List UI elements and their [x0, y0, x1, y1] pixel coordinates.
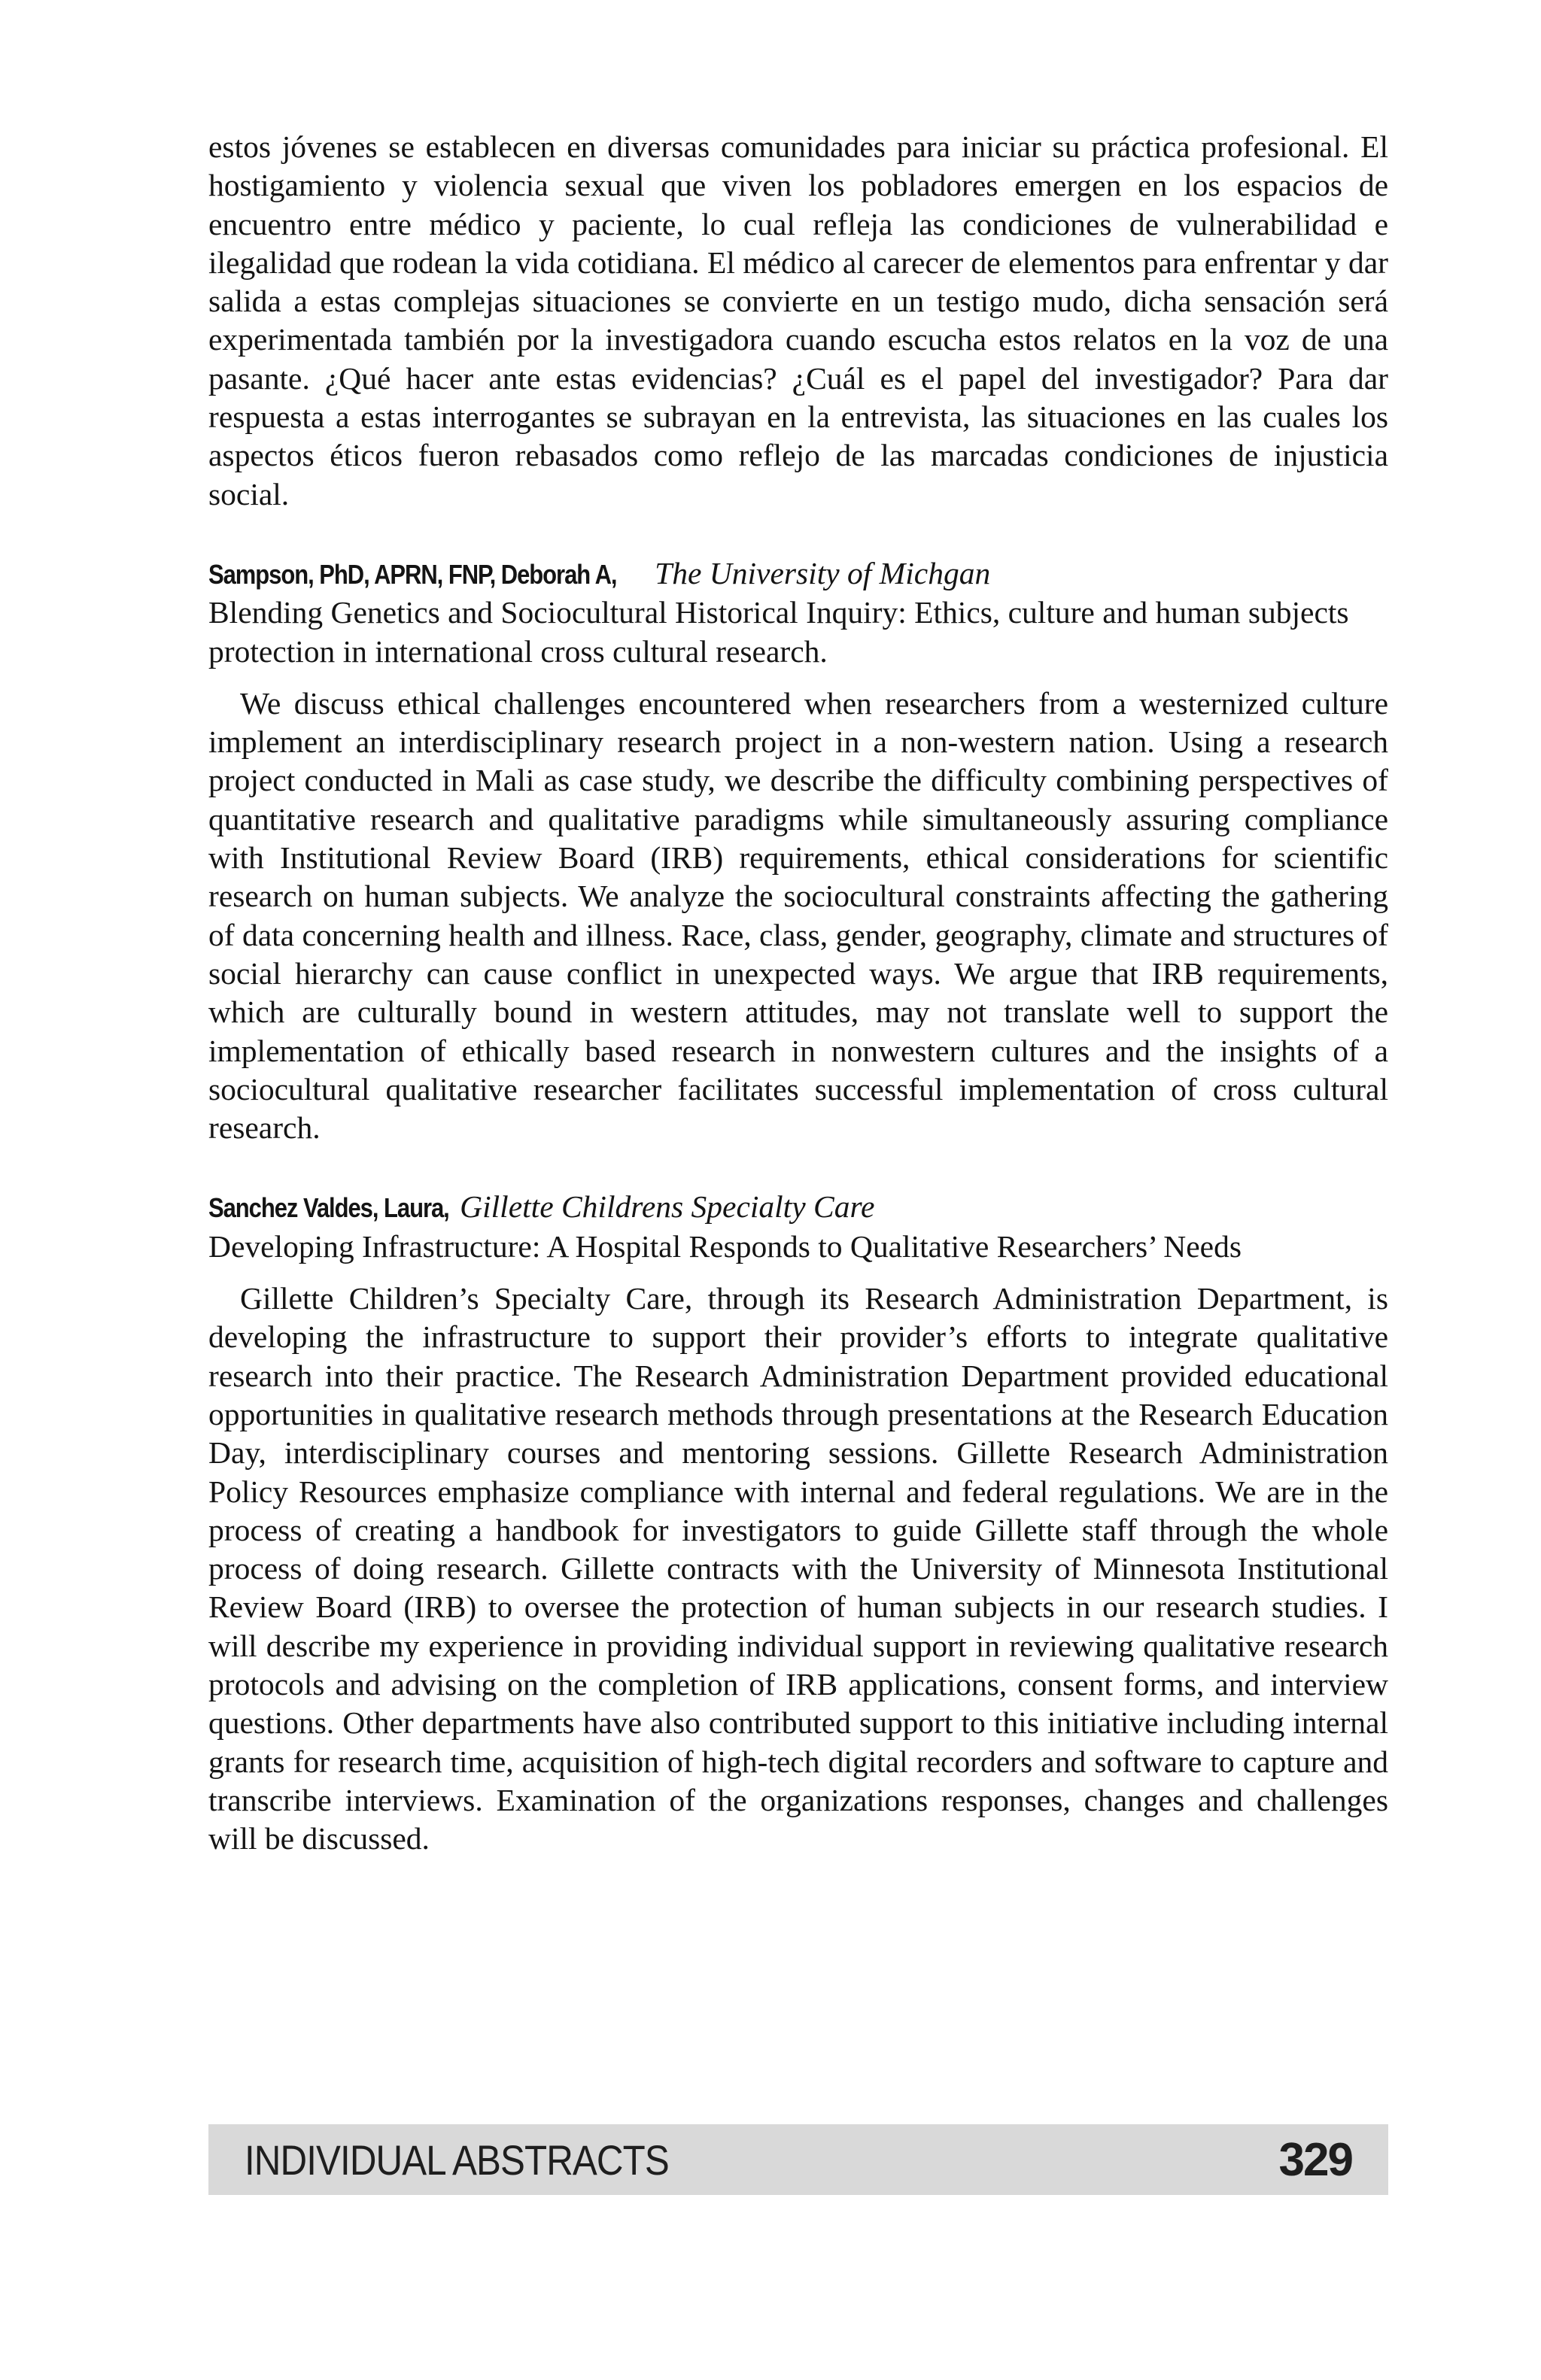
abstract-title: Blending Genetics and Sociocultural Historical Inquiry: Ethics, culture and human subjects protection in international cross cultural research. — [208, 595, 1349, 669]
abstract-sampson — [208, 554, 1388, 1147]
abstract-author: Sanchez Valdes, Laura, — [208, 1192, 449, 1224]
footer-section-title: INDIVIDUAL ABSTRACTS — [245, 2136, 669, 2184]
abstract-author: Sampson, PhD, APRN, FNP, Deborah A, — [208, 558, 617, 590]
abstract-heading — [208, 554, 1388, 593]
abstract-title: Developing Infrastructure: A Hospital Responds to Qualitative Researchers’ Needs — [208, 1228, 1242, 1264]
abstract-sanchez-valdes — [208, 1188, 1388, 1858]
page-footer — [208, 2124, 1388, 2195]
abstract-affiliation: Gillette Childrens Specialty Care — [460, 1189, 875, 1225]
abstract-affiliation: The University of Michgan — [655, 555, 991, 590]
abstract-body: We discuss ethical challenges encountered when researchers from a westernized culture implement an interdisciplinary research project in a non-western nation. Using a research project conducted in Mali as case study, we describe the difficulty combining perspectives of quantitative research and qualitative paradigms while simultaneously assuring compliance with Institutional Review Board (IRB) requirements, ethical considerations for scientific research on human subjects. We analyze the sociocultural constraints affecting the gathering of data concerning health and illness. Race, class, gender, geography, climate and structures of social hierarchy can cause conflict in unexpected ways. We argue that IRB requirements, which are culturally bound in western attitudes, may not translate well to support the implementation of ethically based research in nonwestern cultures and the insights of a sociocultural qualitative researcher facilitates successful implementation of cross cultural research. — [208, 685, 1388, 1146]
page-body — [208, 128, 1388, 1858]
continuation-paragraph: estos jóvenes se establecen en diversas comunidades para iniciar su práctica profesional. El hostigamiento y violencia sexual que viven los pobladores emergen en los espacios de encuentro entre médico y paciente, lo cual refleja las condiciones de vulnerabilidad e ilegalidad que rodean la vida cotidiana. El médico al carecer de elementos para enfrentar y dar salida a estas complejas situaciones se convierte en un testigo mudo, dicha sensación será experimentada también por la investigadora cuando escucha estos relatos en la voz de una pasante. ¿Qué hacer ante estas evidencias? ¿Cuál es el papel del investigador? Para dar respuesta a estas interrogantes se subrayan en la entrevista, las situaciones en las cuales los aspectos éticos fueron rebasados como reflejo de las marcadas condiciones de injusticia social. — [208, 129, 1388, 512]
page-number: 329 — [1278, 2133, 1352, 2186]
abstract-body: Gillette Children’s Specialty Care, through its Research Administration Department, is developing the infrastructure to support their provider’s efforts to integrate qualitative research into their practice. The Research Administration Department provided educational opportunities in qualitative research methods through presentations at the Research Education Day, interdisciplinary courses and mentoring sessions. Gillette Research Administration Policy Resources emphasize compliance with internal and federal regulations. We are in the process of creating a handbook for investigators to guide Gillette staff through the whole process of doing research. Gillette contracts with the University of Minnesota Institutional Review Board (IRB) to oversee the protection of human subjects in our research studies. I will describe my experience in providing individual support in reviewing qualitative research protocols and advising on the completion of IRB applications, consent forms, and interview questions. Other departments have also contributed support to this initiative including internal grants for research time, acquisition of high-tech digital recorders and software to capture and transcribe interviews. Examination of the organizations responses, changes and challenges will be discussed. — [208, 1281, 1388, 1856]
abstract-heading — [208, 1188, 1388, 1227]
